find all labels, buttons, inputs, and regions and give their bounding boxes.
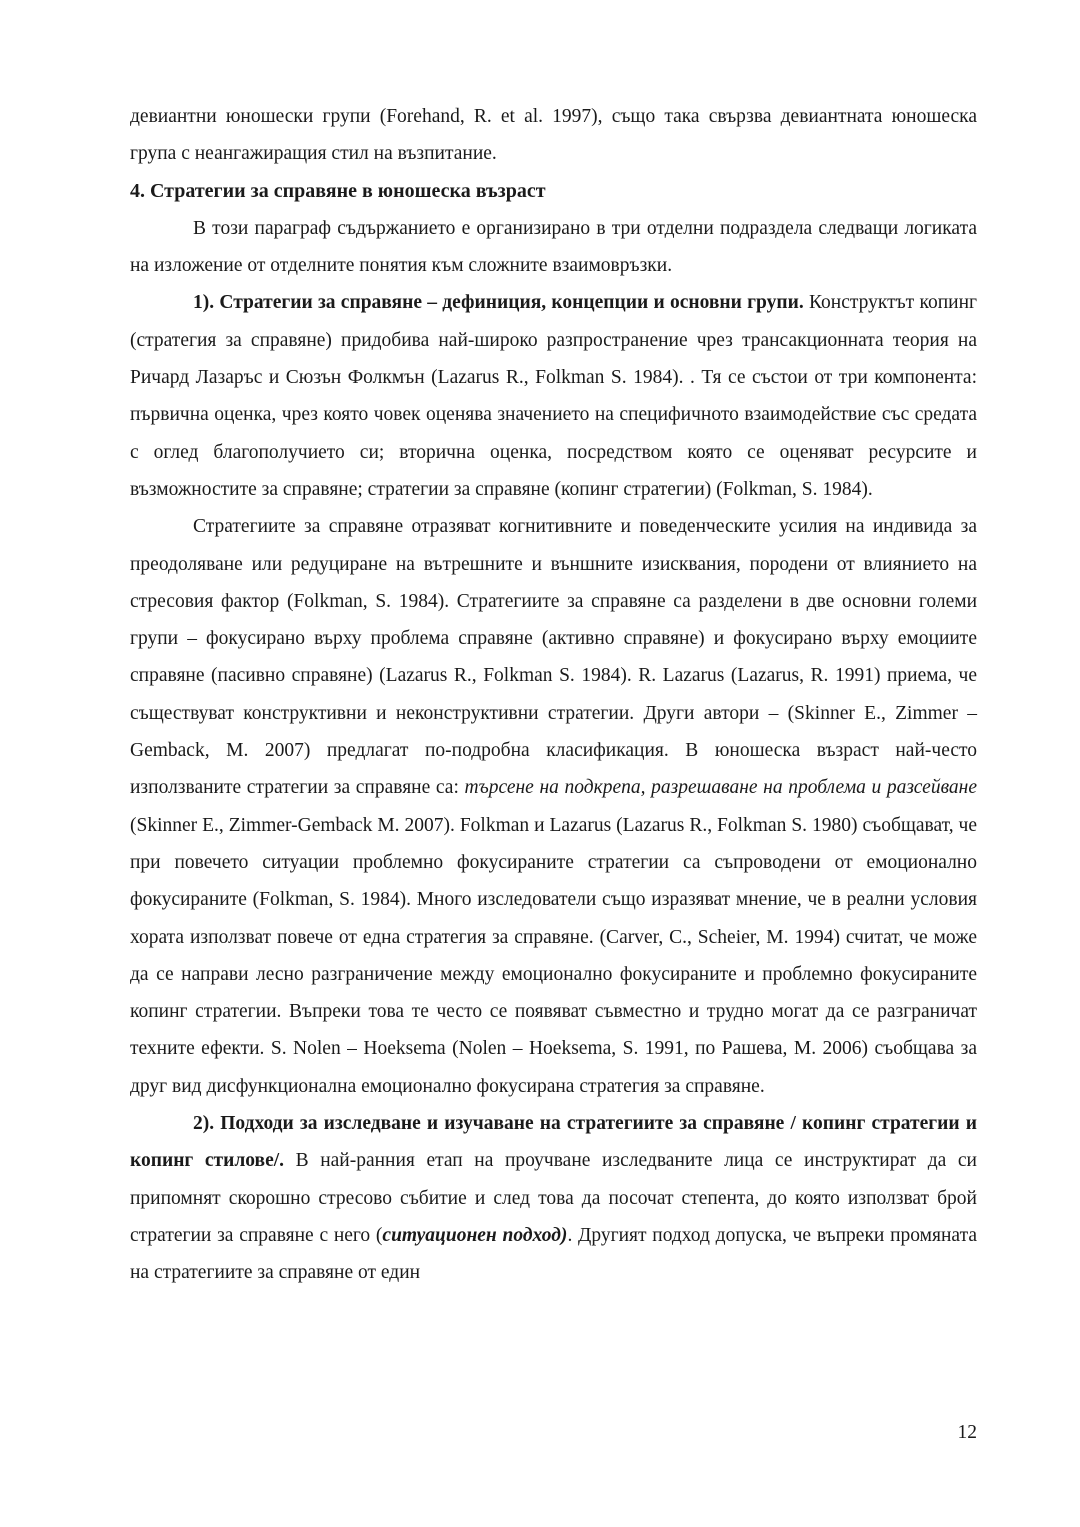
continuation-paragraph: девиантни юношески групи (Forehand, R. et al. 1997), също така свързва девиантната юношеска група с неангажиращия стил на възпитание. [130, 106, 977, 165]
document-page [130, 98, 977, 1292]
strategies-italic-list: търсене на подкрепа, разрешаване на проблема и разсейване [464, 777, 977, 799]
subsection-1-title: 1). Стратегии за справяне – дефиниция, концепции и основни групи. [193, 292, 804, 314]
subsection-2-body-end: . Другият подход допуска, че въпреки промяната на стратегиите за справяне от един [130, 1224, 977, 1284]
subsection-1-paragraph [130, 284, 977, 508]
subsection-2-body-start: В най-ранния етап на проучване изследваните лица се инструктират да си припомнят скорошно стресово събитие и след това да посочат степента, до която използват брой стратегии за справяне с него ( [130, 1150, 977, 1246]
subsection-2-paragraph [130, 1105, 977, 1291]
strategies-paragraph [130, 508, 977, 1105]
subsection-2-title: 2). Подходи за изследване и изучаване на стратегиите за справяне / копинг стратегии и копинг стилове/. [130, 1113, 977, 1172]
page-number: 12 [957, 1422, 977, 1443]
intro-paragraph: В този параграф съдържанието е организирано в три отделни подраздела следващи логиката на изложение от отделните понятия към сложните взаимовръзки. [130, 217, 977, 277]
situational-approach-emphasis: ситуационен подход) [382, 1224, 568, 1246]
section-heading: 4. Стратегии за справяне в юношеска възраст [130, 179, 546, 202]
strategies-text-start: Стратегиите за справяне отразяват когнитивните и поведенческите усилия на индивида за преодоляване или редуциране на вътрешните и външните изисквания, породени от влиянието на стресовия фактор (Folkman, S. 1984). Стратегиите за справяне са разделени в две основни големи групи – фокусирано върху проблема справяне (активно справяне) и фокусирано върху емоциите справяне (пасивно справяне) (Lazarus R., Folkman S. 1984). R. Lazarus (Lazarus, R. 1991) приема, че съществуват конструктивни и неконструктивни стратегии. Други автори – (Skinner E., Zimmer – Gemback, M. 2007) предлагат по-подробна класификация. В юношеска възраст най-често използваните стратегии за справяне са: [130, 516, 977, 799]
subsection-1-body: Конструктът копинг (стратегия за справяне) придобива най-широко разпространение чрез трансакционната теория на Ричард Лазаръс и Сюзън Фолкмън (Lazarus R., Folkman S. 1984). . Тя се състои от три компонента: първична оценка, чрез която човек оценява значението на специфичното взаимодействие със средата с оглед благополучието си; вторична оценка, посредством която се оценяват ресурсите и възможностите за справяне; стратегии за справяне (копинг стратегии) (Folkman, S. 1984). [130, 292, 978, 500]
strategies-text-end: (Skinner E., Zimmer-Gemback M. 2007). Folkman и Lazarus (Lazarus R., Folkman S. 1980) съобщават, че при повечето ситуации проблемно фокусираните стратегии са съпроводени от емоционално фокусираните (Folkman, S. 1984). Много изследователи също изразяват мнение, че в реални условия хората използват повече от една стратегия за справяне. (Carver, C., Scheier, M. 1994) считат, че може да се направи лесно разграничение между емоционално фокусираните и проблемно фокусираните копинг стратегии. Въпреки това те често се появяват съвместно и трудно могат да се разграничат техните ефекти. S. Nolen – Hoeksema (Nolen – Hoeksema, S. 1991, по Рашева, М. 2006) съобщава за друг вид дисфункционална емоционално фокусирана стратегия за справяне. [130, 814, 977, 1097]
